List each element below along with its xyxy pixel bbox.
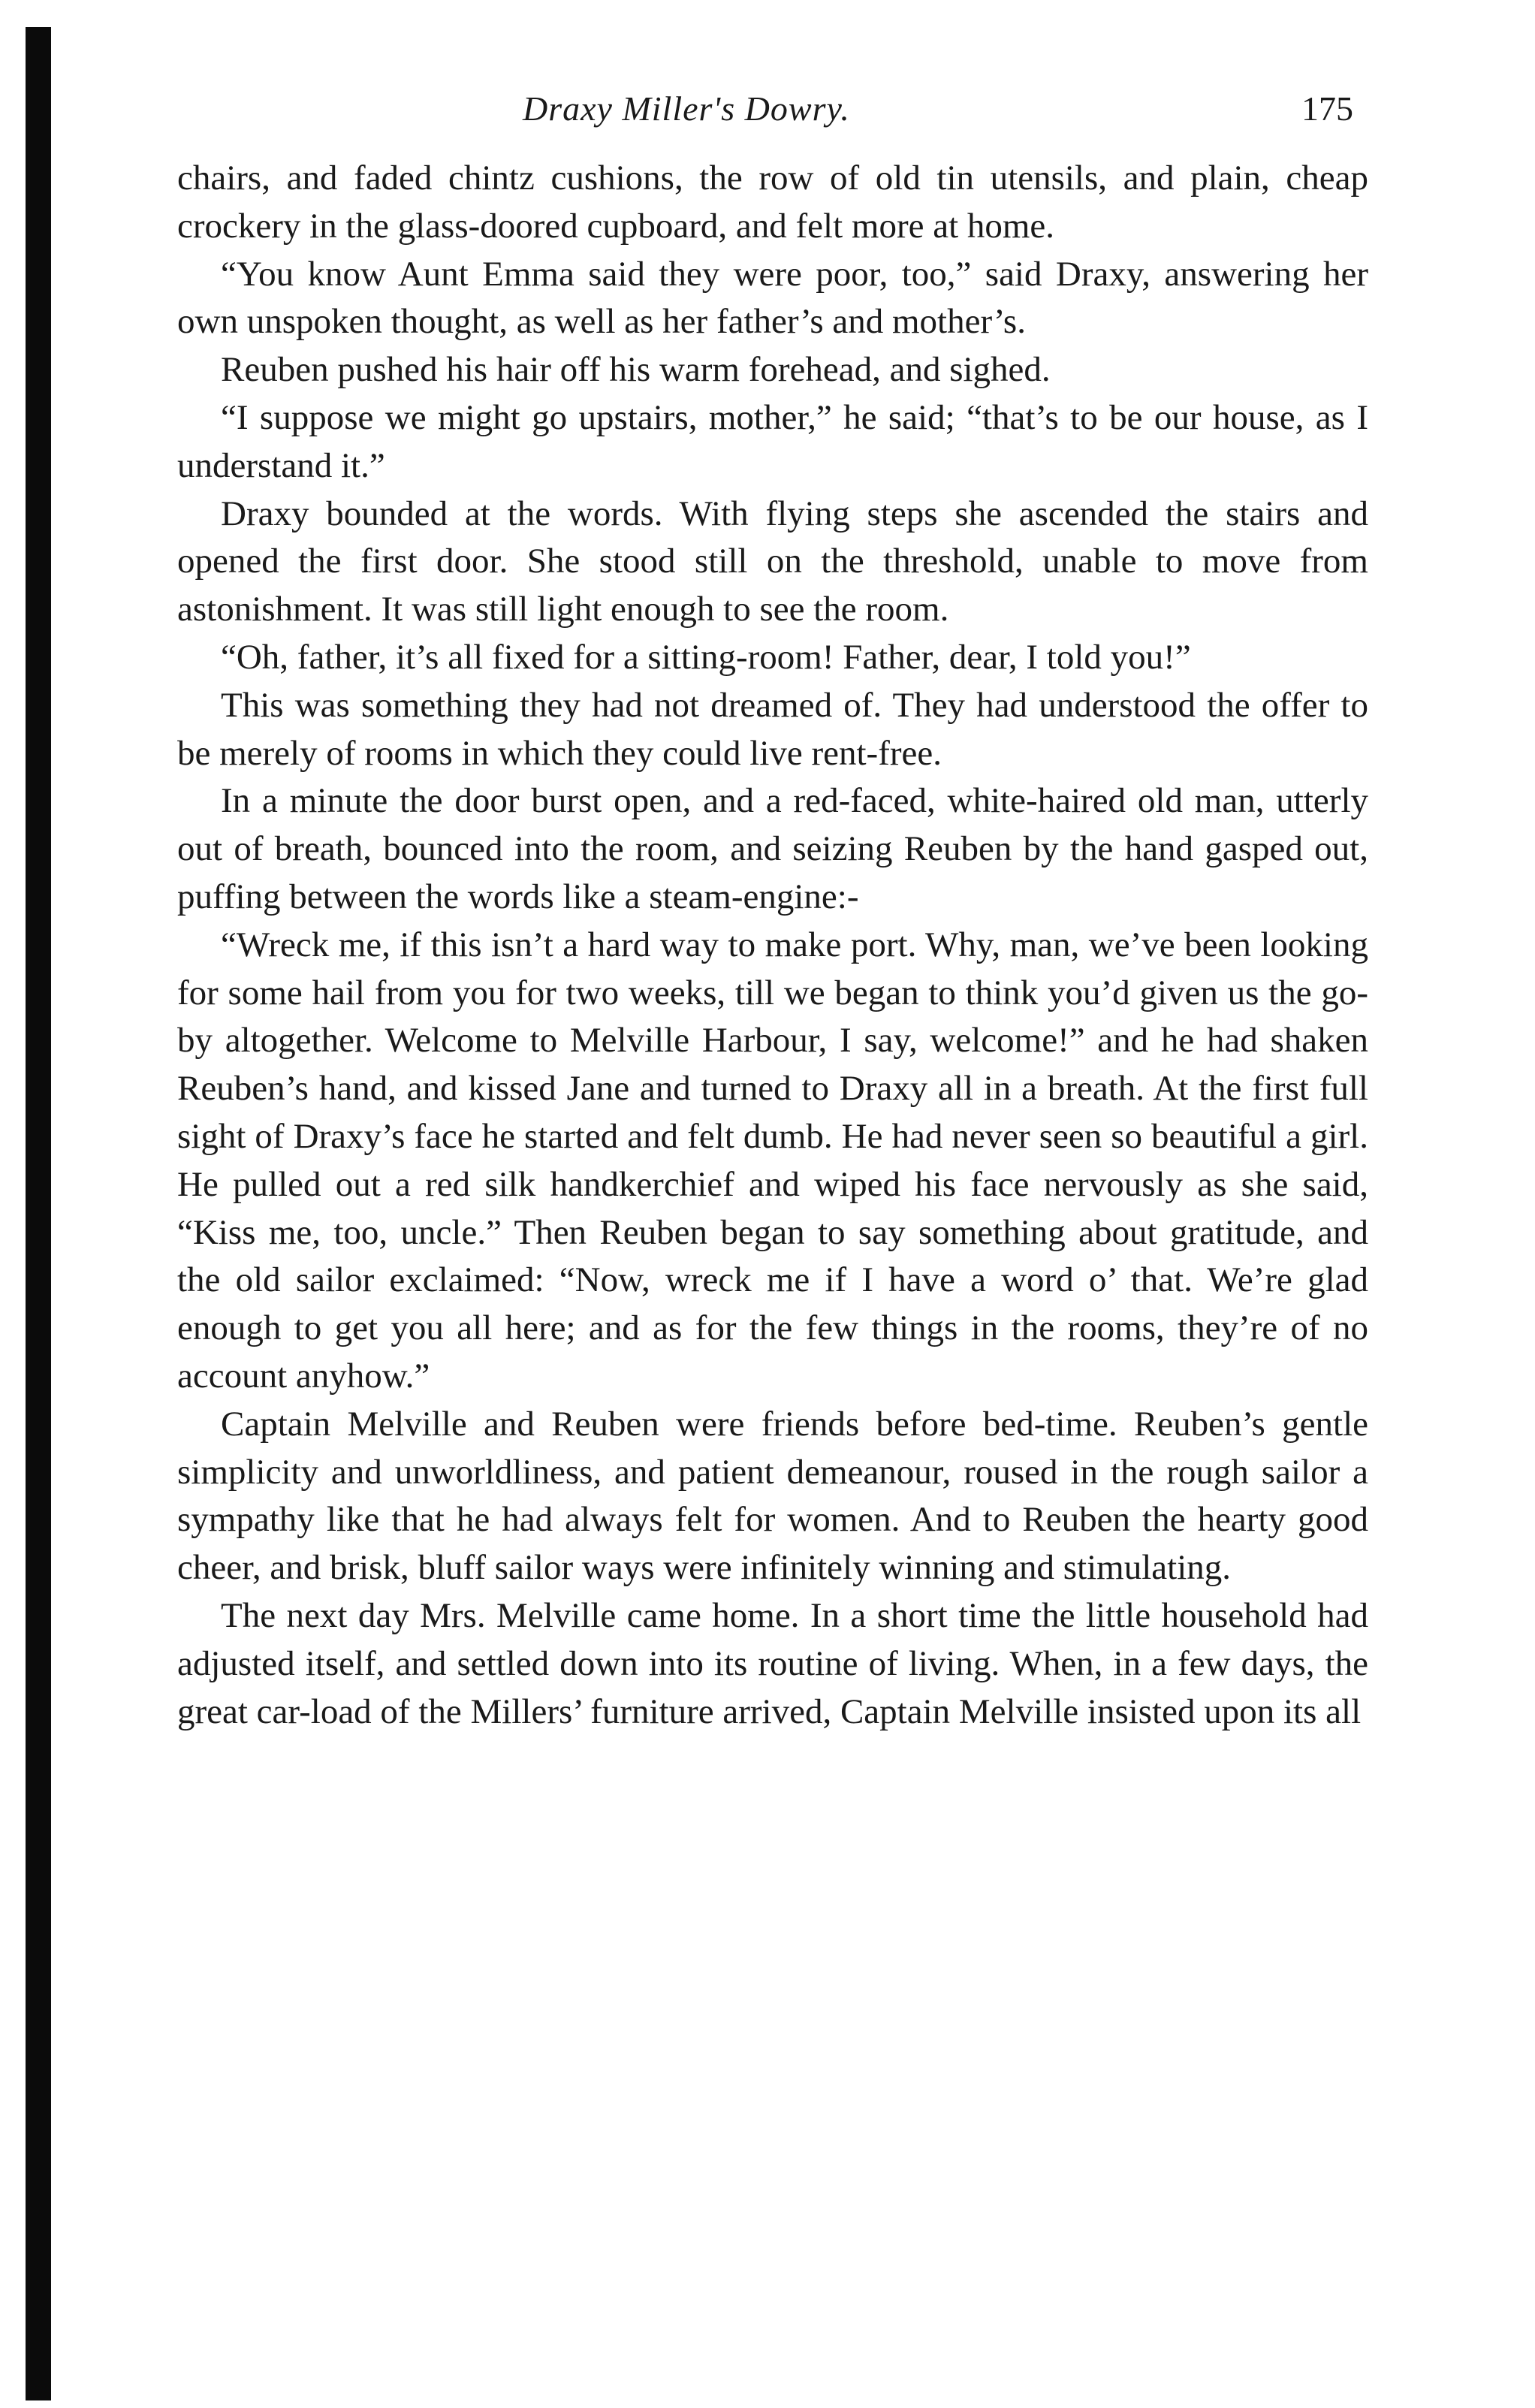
paragraph: Draxy bounded at the words. With flying steps she ascended the stairs and opened the first door. She stood still on the threshold, unable to move from astonishment. It was still light enough to see the room.: [177, 493, 1368, 629]
paragraph: The next day Mrs. Melville came home. In a short time the little household had adjusted itself, and settled down into its routine of living. When, in a few days, the great car-load of the Millers’ furniture arrived, Captain Melville insisted upon its all: [177, 1595, 1368, 1731]
book-page: [177, 89, 1368, 1736]
paragraph: Reuben pushed his hair off his warm forehead, and sighed.: [221, 350, 1051, 390]
book-spine-shadow: [26, 27, 51, 2400]
running-title: Draxy Miller's Dowry.: [523, 89, 850, 128]
paragraph: In a minute the door burst open, and a red-faced, white-haired old man, utterly out of breath, bounced into the room, and seizing Reuben by the hand gasped out, puffing between the words like a steam-engine:-: [177, 781, 1368, 916]
page-header: [177, 89, 1368, 144]
paragraph: “I suppose we might go upstairs, mother,” he said; “that’s to be our house, as I understand it.”: [177, 397, 1368, 485]
body-text: [177, 155, 1368, 1736]
paragraph: “Oh, father, it’s all fixed for a sitting-room! Father, dear, I told you!”: [221, 637, 1191, 677]
page-number: 175: [1301, 89, 1353, 128]
paragraph: “You know Aunt Emma said they were poor, too,” said Draxy, answering her own unspoken thought, as well as her father’s and mother’s.: [177, 254, 1368, 342]
paragraph: This was something they had not dreamed of. They had understood the offer to be merely of rooms in which they could live rent-free.: [177, 685, 1368, 773]
paragraph: Captain Melville and Reuben were friends before bed-time. Reuben’s gentle simplicity and unworldliness, and patient demeanour, roused in the rough sailor a sympathy like that he had always felt for women. And to Reuben the hearty good cheer, and brisk, bluff sailor ways were infinitely winning and stimulating.: [177, 1404, 1368, 1588]
paragraph: “Wreck me, if this isn’t a hard way to make port. Why, man, we’ve been looking for some hail from you for two weeks, till we began to think you’d given us the go-by altogether. Welcome to Melville Harbour, I say, welcome!” and he had shaken Reuben’s hand, and kissed Jane and turned to Draxy all in a breath. At the first full sight of Draxy’s face he started and felt dumb. He had never seen so beautiful a girl. He pulled out a red silk handkerchief and wiped his face nervously as she said, “Kiss me, too, uncle.” Then Reuben began to say something about gratitude, and the old sailor exclaimed: “Now, wreck me if I have a word o’ that. We’re glad enough to get you all here; and as for the few things in the rooms, they’re of no account anyhow.”: [177, 925, 1368, 1396]
paragraph: chairs, and faded chintz cushions, the row of old tin utensils, and plain, cheap crockery in the glass-doored cupboard, and felt more at home.: [177, 158, 1368, 246]
